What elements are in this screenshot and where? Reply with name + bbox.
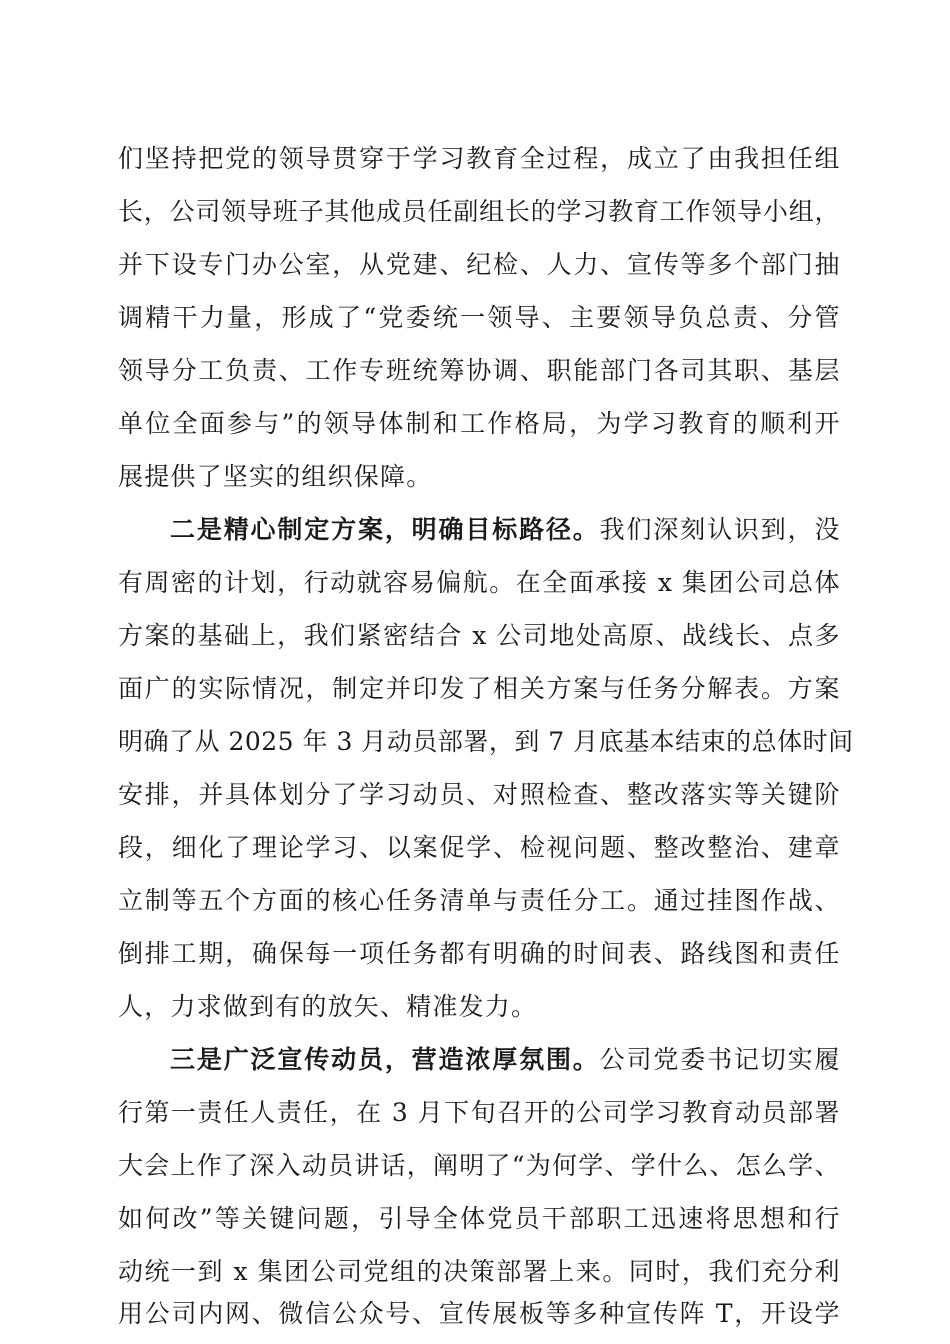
paragraph-line: 单位全面参与”的领导体制和工作格局，为学习教育的顺利开 xyxy=(118,409,840,438)
paragraph-heading: 二是精心制定方案，明确目标路径。 xyxy=(170,515,600,544)
paragraph-first-line xyxy=(170,1038,840,1082)
paragraph-heading: 三是广泛宣传动员，营造浓厚氛围。 xyxy=(170,1045,600,1074)
paragraph-line: 方案的基础上，我们紧密结合 x 公司地处高原、战线长、点多 xyxy=(118,621,840,650)
paragraph-line: 们坚持把党的领导贯穿于学习教育全过程，成立了由我担任组 xyxy=(118,144,840,173)
paragraph-line: 展提供了坚实的组织保障。 xyxy=(118,462,433,491)
paragraph-line: 大会上作了深入动员讲话，阐明了“为何学、学什么、怎么学、 xyxy=(118,1151,840,1180)
paragraph-text: 我们深刻认识到，没 xyxy=(599,515,840,544)
paragraph-line: 长，公司领导班子其他成员任副组长的学习教育工作领导小组， xyxy=(118,197,840,226)
paragraph-line: 领导分工负责、工作专班统筹协调、职能部门各司其职、基层 xyxy=(118,356,840,385)
paragraph-line: 并下设专门办公室，从党建、纪检、人力、宣传等多个部门抽 xyxy=(118,250,840,279)
paragraph-line: 安排，并具体划分了学习动员、对照检查、整改落实等关键阶 xyxy=(118,780,840,809)
paragraph-line: 面广的实际情况，制定并印发了相关方案与任务分解表。方案 xyxy=(118,674,840,703)
paragraph-line: 行第一责任人责任，在 3 月下旬召开的公司学习教育动员部署 xyxy=(118,1098,840,1127)
paragraph-first-line xyxy=(170,508,840,552)
paragraph-line: 人，力求做到有的放矢、精准发力。 xyxy=(118,992,538,1021)
paragraph-line: 有周密的计划，行动就容易偏航。在全面承接 x 集团公司总体 xyxy=(118,568,840,597)
paragraph-line: 动统一到 x 集团公司党组的决策部署上来。同时，我们充分利 xyxy=(118,1257,840,1286)
paragraph-line: 立制等五个方面的核心任务清单与责任分工。通过挂图作战、 xyxy=(118,886,840,915)
paragraph-line: 段，细化了理论学习、以案促学、检视问题、整改整治、建章 xyxy=(118,833,840,862)
paragraph-line: 用公司内网、微信公众号、宣传展板等多种宣传阵 T，开设学 xyxy=(118,1299,840,1328)
paragraph-line: 明确了从 2025 年 3 月动员部署，到 7 月底基本结束的总体时间 xyxy=(118,727,854,756)
paragraph-text: 公司党委书记切实履 xyxy=(599,1045,840,1074)
paragraph-line: 倒排工期，确保每一项任务都有明确的时间表、路线图和责任 xyxy=(118,939,840,968)
paragraph-line: 如何改”等关键问题，引导全体党员干部职工迅速将思想和行 xyxy=(118,1204,840,1233)
paragraph-line: 调精干力量，形成了“党委统一领导、主要领导负总责、分管 xyxy=(118,303,840,332)
